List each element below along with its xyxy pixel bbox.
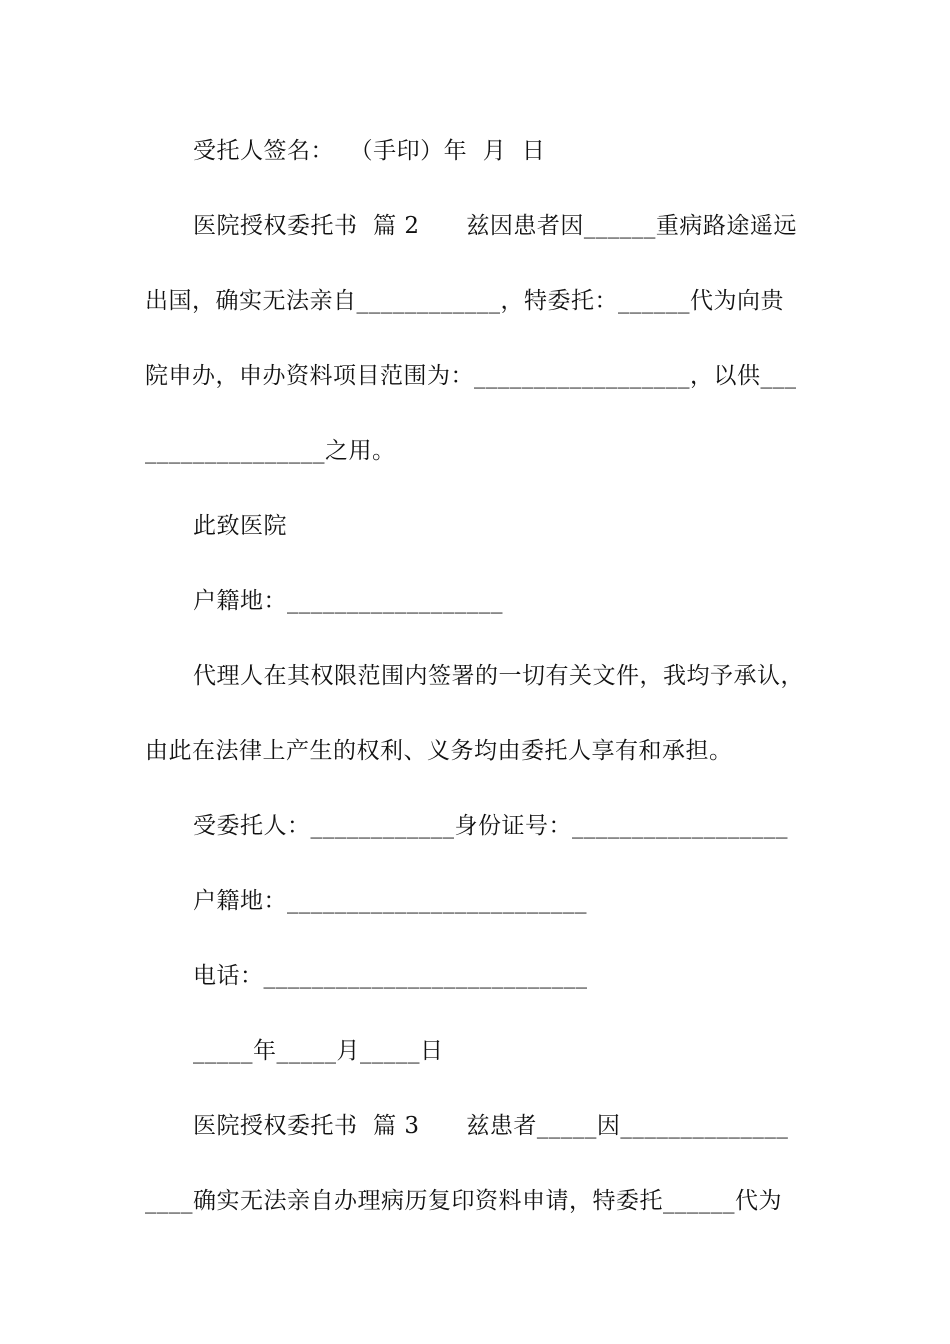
paragraph-line-phone: 电话：___________________________ (193, 963, 588, 989)
paragraph-line: 代理人在其权限范围内签署的一切有关文件，我均予承认， (193, 663, 804, 689)
paragraph-line: 院申办，申办资料项目范围为：__________________，以供___ (145, 363, 797, 389)
paragraph-line-signature: 受托人签名： （手印）年 月 日 (193, 138, 546, 164)
paragraph-line-salutation: 此致医院 (193, 513, 287, 539)
paragraph-line-date: _____年_____月_____日 (193, 1038, 444, 1064)
paragraph-line: 出国，确实无法亲自____________，特委托：______代为向贵 (145, 288, 784, 314)
paragraph-line: 由此在法律上产生的权利、义务均由委托人享有和承担。 (145, 738, 733, 764)
paragraph-line: _______________之用。 (145, 438, 396, 464)
paragraph-line-residence: 户籍地：_________________________ (193, 888, 587, 914)
paragraph-line: ____确实无法亲自办理病历复印资料申请，特委托______代为 (145, 1188, 782, 1214)
paragraph-line-residence: 户籍地：__________________ (193, 588, 503, 614)
paragraph-line-section-2-heading: 医院授权委托书 篇 2 兹因患者因______重病路途遥远 (193, 213, 797, 239)
paragraph-line-section-3-heading: 医院授权委托书 篇 3 兹患者_____因______________ (193, 1113, 789, 1139)
paragraph-line-agent: 受委托人：____________身份证号：__________________ (193, 813, 788, 839)
